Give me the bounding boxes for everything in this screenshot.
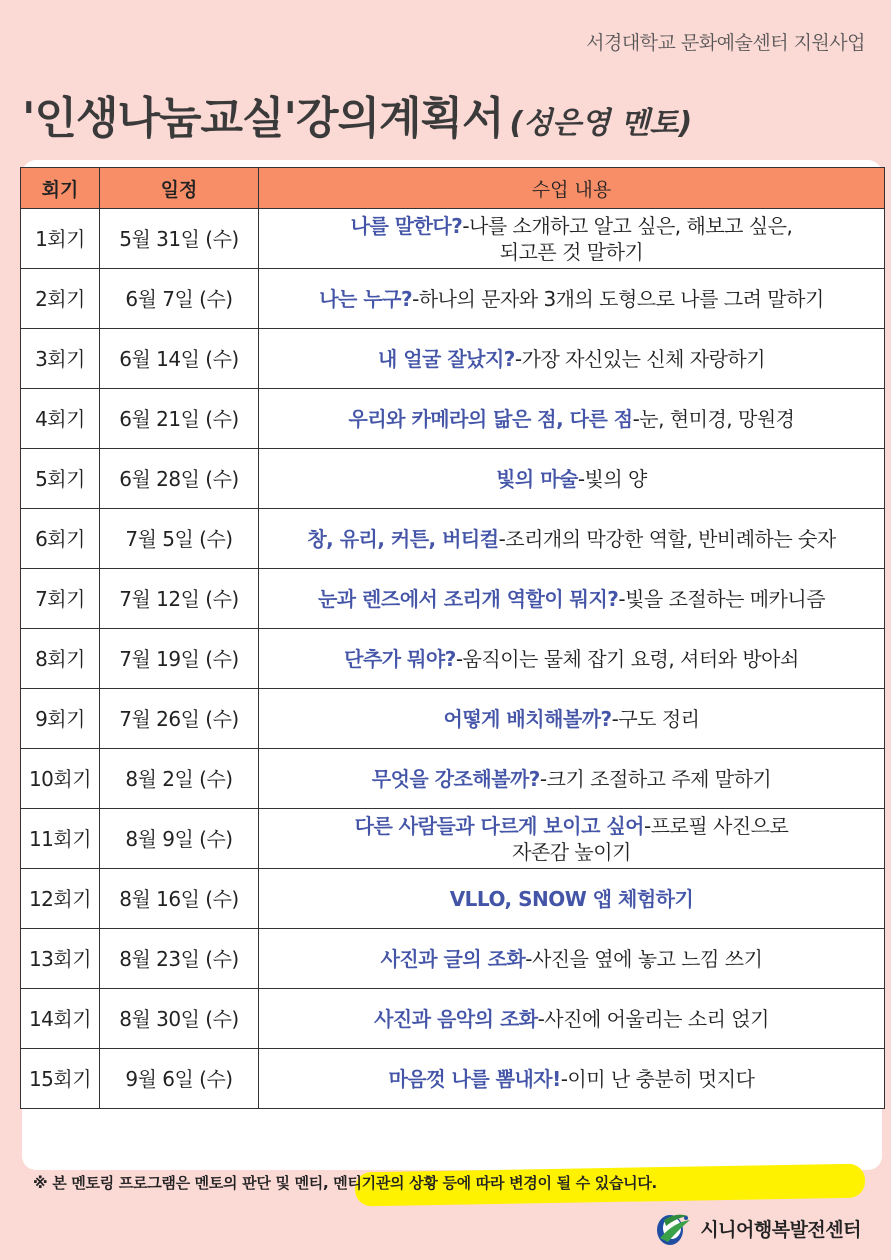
session-detail: -크기 조절하고 주제 말하기 bbox=[539, 766, 772, 791]
table-row bbox=[21, 689, 885, 749]
date-cell: 7월 19일 (수) bbox=[100, 629, 259, 689]
session-topic: 내 얼굴 잘났지? bbox=[377, 346, 515, 371]
table-row bbox=[21, 989, 885, 1049]
session-detail: -사진에 어울리는 소리 얹기 bbox=[537, 1006, 769, 1031]
content-cell bbox=[259, 689, 885, 749]
date-cell: 8월 30일 (수) bbox=[100, 989, 259, 1049]
session-detail: -이미 난 충분히 멋지다 bbox=[560, 1066, 755, 1091]
session-detail: -빛을 조절하는 메카니즘 bbox=[618, 586, 826, 611]
date-cell: 8월 9일 (수) bbox=[100, 809, 259, 869]
session-topic: 나를 말한다? bbox=[350, 213, 463, 238]
org-logo-block bbox=[654, 1208, 861, 1248]
round-cell: 10회기 bbox=[21, 749, 100, 809]
session-detail: -조리개의 막강한 역할, 반비례하는 숫자 bbox=[498, 526, 836, 551]
date-cell: 6월 7일 (수) bbox=[100, 269, 259, 329]
round-cell: 3회기 bbox=[21, 329, 100, 389]
table-header-row bbox=[21, 168, 885, 209]
session-detail: -빛의 양 bbox=[577, 466, 647, 491]
session-detail: -움직이는 물체 잡기 요령, 셔터와 방아쇠 bbox=[455, 646, 799, 671]
date-cell: 8월 2일 (수) bbox=[100, 749, 259, 809]
content-cell bbox=[259, 269, 885, 329]
content-cell bbox=[259, 509, 885, 569]
mentor-name: (성은영 멘토) bbox=[509, 106, 693, 141]
table-row bbox=[21, 509, 885, 569]
content-cell bbox=[259, 629, 885, 689]
table-row bbox=[21, 269, 885, 329]
session-topic: VLLO, SNOW 앱 체험하기 bbox=[449, 886, 694, 911]
round-cell: 8회기 bbox=[21, 629, 100, 689]
date-cell: 6월 28일 (수) bbox=[100, 449, 259, 509]
session-detail: -프로필 사진으로 bbox=[644, 813, 789, 838]
table-row bbox=[21, 389, 885, 449]
session-detail: -가장 자신있는 신체 자랑하기 bbox=[514, 346, 766, 371]
footer-notice: ※ 본 멘토링 프로그램은 멘토의 판단 및 멘티, 멘티기관의 상황 등에 따라 변경이 될 수 있습니다. bbox=[33, 1174, 657, 1192]
content-cell bbox=[259, 569, 885, 629]
content-cell bbox=[259, 989, 885, 1049]
table-row bbox=[21, 809, 885, 869]
content-cell bbox=[259, 929, 885, 989]
org-name: 시니어행복발전센터 bbox=[700, 1218, 861, 1241]
content-cell bbox=[259, 449, 885, 509]
table-row bbox=[21, 449, 885, 509]
column-header-round: 회기 bbox=[21, 168, 100, 209]
content-cell bbox=[259, 389, 885, 449]
session-topic: 창, 유리, 커튼, 버티컬 bbox=[307, 526, 499, 551]
session-detail: -나를 소개하고 알고 싶은, 해보고 싶은, bbox=[462, 213, 793, 238]
table-row bbox=[21, 569, 885, 629]
date-cell: 6월 21일 (수) bbox=[100, 389, 259, 449]
session-topic: 어떻게 배치해볼까? bbox=[443, 706, 612, 731]
content-cell bbox=[259, 1049, 885, 1109]
table-row bbox=[21, 209, 885, 269]
session-topic: 눈과 렌즈에서 조리개 역할이 뭐지? bbox=[317, 586, 619, 611]
session-topic: 우리와 카메라의 닮은 점, 다른 점 bbox=[348, 406, 633, 431]
session-topic: 다른 사람들과 다르게 보이고 싶어 bbox=[354, 813, 644, 838]
session-topic: 사진과 글의 조화 bbox=[380, 946, 526, 971]
session-topic: 나는 누구? bbox=[319, 286, 413, 311]
round-cell: 6회기 bbox=[21, 509, 100, 569]
round-cell: 13회기 bbox=[21, 929, 100, 989]
table-row bbox=[21, 1049, 885, 1109]
session-topic: 마음껏 나를 뽐내자! bbox=[388, 1066, 561, 1091]
session-topic: 빛의 마술 bbox=[496, 466, 578, 491]
session-detail: -구도 정리 bbox=[611, 706, 700, 731]
column-header-content: 수업 내용 bbox=[259, 168, 885, 209]
session-detail: -사진을 옆에 놓고 느낌 쓰기 bbox=[525, 946, 763, 971]
round-cell: 7회기 bbox=[21, 569, 100, 629]
page-title bbox=[22, 82, 692, 146]
session-topic: 무엇을 강조해볼까? bbox=[371, 766, 540, 791]
content-cell bbox=[259, 809, 885, 869]
round-cell: 1회기 bbox=[21, 209, 100, 269]
date-cell: 7월 12일 (수) bbox=[100, 569, 259, 629]
session-topic: 단추가 뭐야? bbox=[344, 646, 456, 671]
date-cell: 7월 5일 (수) bbox=[100, 509, 259, 569]
round-cell: 9회기 bbox=[21, 689, 100, 749]
round-cell: 14회기 bbox=[21, 989, 100, 1049]
org-logo-icon bbox=[654, 1208, 694, 1248]
session-detail-line2: 자존감 높이기 bbox=[512, 839, 631, 864]
content-cell bbox=[259, 209, 885, 269]
date-cell: 5월 31일 (수) bbox=[100, 209, 259, 269]
content-cell bbox=[259, 749, 885, 809]
content-cell bbox=[259, 329, 885, 389]
table-row bbox=[21, 749, 885, 809]
table-row bbox=[21, 329, 885, 389]
table-row bbox=[21, 869, 885, 929]
round-cell: 12회기 bbox=[21, 869, 100, 929]
schedule-table bbox=[20, 167, 885, 1109]
round-cell: 11회기 bbox=[21, 809, 100, 869]
date-cell: 6월 14일 (수) bbox=[100, 329, 259, 389]
table-row bbox=[21, 629, 885, 689]
date-cell: 8월 23일 (수) bbox=[100, 929, 259, 989]
round-cell: 4회기 bbox=[21, 389, 100, 449]
date-cell: 7월 26일 (수) bbox=[100, 689, 259, 749]
content-cell bbox=[259, 869, 885, 929]
session-topic: 사진과 음악의 조화 bbox=[374, 1006, 538, 1031]
organizer-text: 서경대학교 문화예술센터 지원사업 bbox=[586, 32, 865, 54]
session-detail: -눈, 현미경, 망원경 bbox=[632, 406, 795, 431]
column-header-date: 일정 bbox=[100, 168, 259, 209]
round-cell: 2회기 bbox=[21, 269, 100, 329]
title-text: '인생나눔교실'강의계획서 bbox=[22, 93, 504, 144]
session-detail: -하나의 문자와 3개의 도형으로 나를 그려 말하기 bbox=[412, 286, 824, 311]
session-detail-line2: 되고픈 것 말하기 bbox=[499, 239, 644, 264]
table-row bbox=[21, 929, 885, 989]
round-cell: 5회기 bbox=[21, 449, 100, 509]
round-cell: 15회기 bbox=[21, 1049, 100, 1109]
date-cell: 9월 6일 (수) bbox=[100, 1049, 259, 1109]
date-cell: 8월 16일 (수) bbox=[100, 869, 259, 929]
